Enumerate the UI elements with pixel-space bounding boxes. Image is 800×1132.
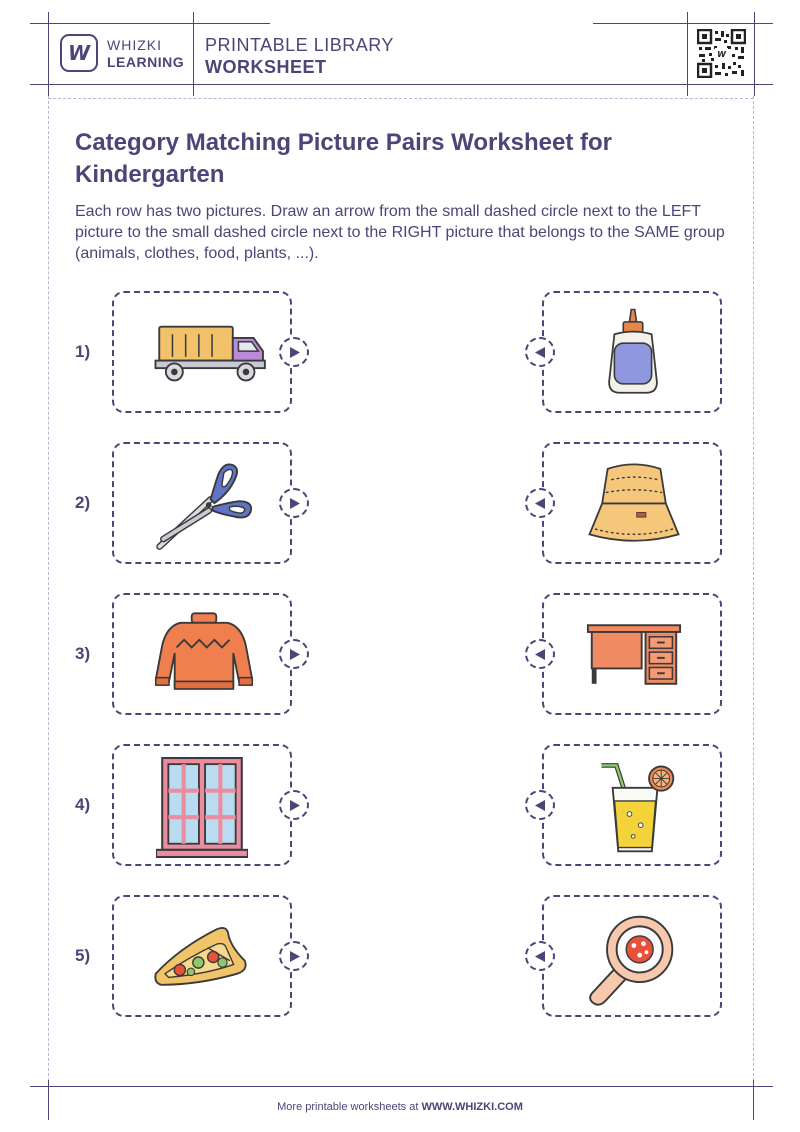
footer-divider-right	[753, 1080, 754, 1120]
page-guide-left	[48, 96, 49, 1086]
right-match-dot-1[interactable]	[525, 337, 555, 367]
sweater-icon	[152, 611, 256, 697]
right-picture-card-3	[542, 593, 722, 715]
right-picture-card-4	[542, 744, 722, 866]
brand-subname: LEARNING	[107, 54, 185, 70]
row-number-3: 3)	[75, 644, 91, 663]
footer-top-line	[30, 1086, 773, 1087]
instructions: Each row has two pictures. Draw an arrow from the small dashed circle next to the LEFT picture to the small dashed circle next to the RIGHT picture that belongs to the SAME group (animals, clothes, food, plants, ...).	[75, 203, 725, 262]
left-picture-card-4	[112, 744, 292, 866]
taco-icon	[152, 919, 254, 995]
header-divider-mid	[193, 12, 194, 96]
footer-divider-left	[48, 1080, 49, 1120]
right-picture-card-5	[542, 895, 722, 1017]
magnifying-glass-icon	[584, 911, 680, 1007]
whizki-logo-icon	[60, 34, 98, 72]
bucket-hat-icon	[584, 458, 684, 548]
page-guide-right	[753, 96, 754, 1086]
right-match-dot-4[interactable]	[525, 790, 555, 820]
lemonade-icon	[594, 756, 678, 858]
header-divider-left	[48, 12, 49, 96]
window-icon	[156, 756, 248, 858]
left-match-dot-4[interactable]	[279, 790, 309, 820]
library-label: PRINTABLE LIBRARY	[205, 35, 394, 55]
header-top-line-left	[30, 23, 270, 24]
footer-site-link[interactable]: WWW.WHIZKI.COM	[421, 1101, 523, 1113]
svg-text:W: W	[717, 50, 726, 59]
right-match-dot-3[interactable]	[525, 639, 555, 669]
page-guide-top	[48, 98, 753, 99]
page-title: Category Matching Picture Pairs Worksheet for Kindergarten	[75, 129, 613, 188]
left-match-dot-5[interactable]	[279, 941, 309, 971]
footer	[0, 1101, 800, 1113]
dump-truck-icon	[150, 321, 276, 387]
row-number-2: 2)	[75, 493, 91, 512]
left-picture-card-1	[112, 291, 292, 413]
brand-name: WHIZKI	[107, 37, 162, 53]
header-bottom-line	[30, 84, 773, 85]
left-match-dot-1[interactable]	[279, 337, 309, 367]
header-divider-right	[687, 12, 688, 96]
right-picture-card-2	[542, 442, 722, 564]
right-match-dot-5[interactable]	[525, 941, 555, 971]
worksheet-label: WORKSHEET	[205, 57, 327, 77]
row-number-1: 1)	[75, 342, 91, 361]
row-number-4: 4)	[75, 795, 91, 814]
left-picture-card-3	[112, 593, 292, 715]
glue-bottle-icon	[602, 304, 664, 400]
header-top-line-right	[593, 23, 773, 24]
logo-letter: W	[67, 41, 91, 65]
left-picture-card-5	[112, 895, 292, 1017]
desk-icon	[586, 623, 682, 687]
right-picture-card-1	[542, 291, 722, 413]
left-match-dot-2[interactable]	[279, 488, 309, 518]
left-match-dot-3[interactable]	[279, 639, 309, 669]
row-number-5: 5)	[75, 946, 91, 965]
qr-code-icon[interactable]	[697, 29, 746, 78]
footer-prefix: More printable worksheets at	[277, 1101, 422, 1113]
right-match-dot-2[interactable]	[525, 488, 555, 518]
header-divider-far	[754, 12, 755, 96]
scissors-icon	[152, 456, 256, 554]
left-picture-card-2	[112, 442, 292, 564]
